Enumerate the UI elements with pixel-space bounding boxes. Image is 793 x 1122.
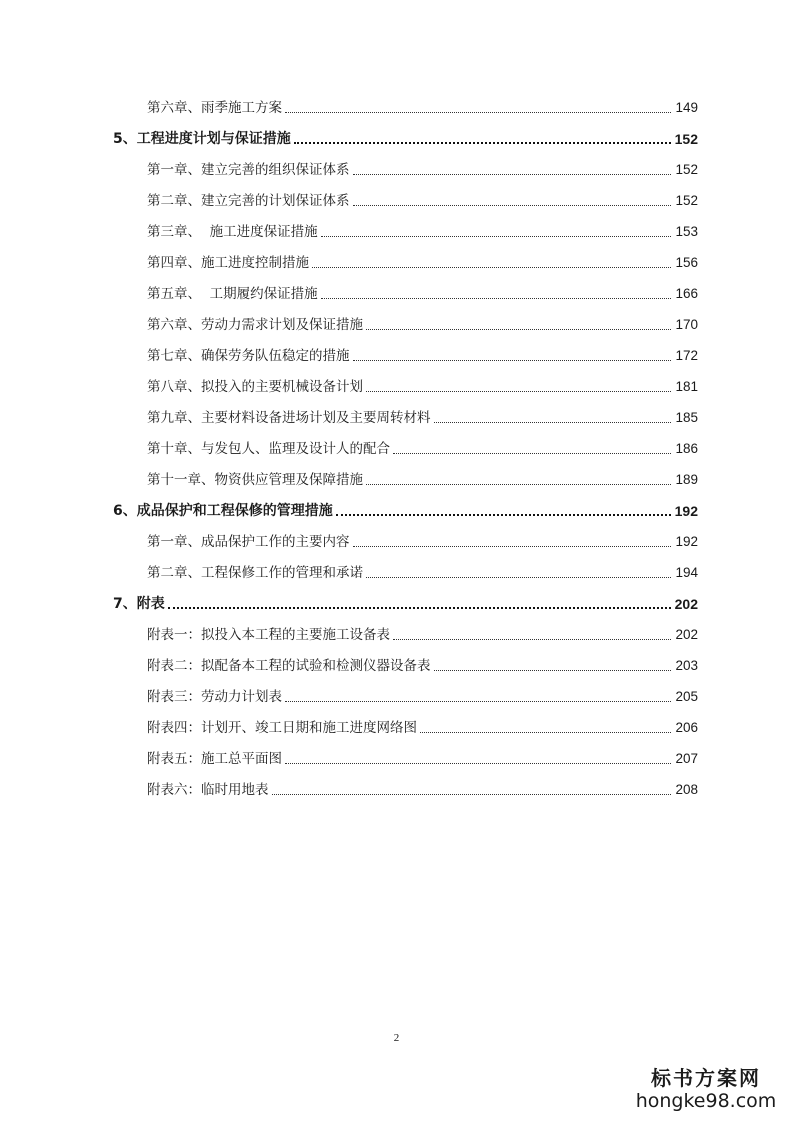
toc-entry-title: 附表三：劳动力计划表	[147, 689, 282, 705]
dot-leader	[321, 297, 672, 299]
toc-entry-chapter[interactable]	[147, 281, 698, 303]
toc-entry-page: 202	[674, 596, 698, 612]
toc-entry-title: 第六章、劳动力需求计划及保证措施	[147, 317, 363, 333]
dot-leader	[285, 111, 671, 113]
toc-entry-title: 第四章、施工进度控制措施	[147, 255, 309, 271]
toc-entry-section[interactable]	[113, 591, 698, 613]
toc-entry-section[interactable]	[113, 498, 698, 520]
toc-entry-title: 附表六：临时用地表	[147, 782, 269, 798]
toc-entry-page: 153	[675, 224, 698, 239]
toc-entry-page: 186	[675, 441, 698, 456]
toc-entry-chapter[interactable]	[147, 343, 698, 365]
toc-entry-page: 206	[675, 720, 698, 735]
toc-entry-chapter[interactable]	[147, 436, 698, 458]
watermark-site-name: 标书方案网	[651, 1066, 761, 1090]
toc-entry-title: 第十一章、物资供应管理及保障措施	[147, 472, 363, 488]
site-watermark	[631, 1066, 781, 1112]
toc-entry-appendix[interactable]	[147, 746, 698, 768]
dot-leader	[336, 513, 671, 516]
toc-entry-page: 203	[675, 658, 698, 673]
toc-entry-title: 第七章、确保劳务队伍稳定的措施	[147, 348, 350, 364]
dot-leader	[353, 204, 672, 206]
toc-entry-chapter[interactable]	[147, 467, 698, 489]
toc-entry-chapter[interactable]	[147, 374, 698, 396]
dot-leader	[312, 266, 671, 268]
toc-entry-chapter[interactable]	[147, 188, 698, 210]
dot-leader	[420, 731, 671, 733]
toc-entry-title: 7、附表	[113, 596, 165, 612]
toc-entry-chapter[interactable]	[147, 219, 698, 241]
toc-entry-title: 第十章、与发包人、监理及设计人的配合	[147, 441, 390, 457]
toc-entry-title: 第二章、建立完善的计划保证体系	[147, 193, 350, 209]
toc-entry-page: 170	[675, 317, 698, 332]
toc-entry-page: 185	[675, 410, 698, 425]
toc-entry-title: 5、工程进度计划与保证措施	[113, 131, 291, 147]
toc-entry-title: 6、成品保护和工程保修的管理措施	[113, 503, 333, 519]
toc-entry-chapter[interactable]	[147, 312, 698, 334]
toc-entry-appendix[interactable]	[147, 684, 698, 706]
toc-entry-chapter[interactable]	[147, 529, 698, 551]
toc-entry-page: 208	[675, 782, 698, 797]
toc-entry-page: 156	[675, 255, 698, 270]
toc-entry-page: 181	[675, 379, 698, 394]
dot-leader	[393, 638, 671, 640]
toc-entry-page: 149	[675, 100, 698, 115]
dot-leader	[353, 545, 672, 547]
toc-entry-page: 189	[675, 472, 698, 487]
toc-entry-page: 166	[675, 286, 698, 301]
toc-entry-title: 附表四：计划开、竣工日期和施工进度网络图	[147, 720, 417, 736]
dot-leader	[434, 421, 672, 423]
dot-leader	[393, 452, 671, 454]
toc-entry-appendix[interactable]	[147, 715, 698, 737]
toc-entry-page: 202	[675, 627, 698, 642]
dot-leader	[366, 328, 671, 330]
toc-entry-title: 第五章、 工期履约保证措施	[147, 286, 318, 302]
toc-entry-page: 192	[675, 534, 698, 549]
toc-entry-page: 205	[675, 689, 698, 704]
toc-entry-appendix[interactable]	[147, 622, 698, 644]
toc-entry-chapter[interactable]	[147, 405, 698, 427]
toc-entry-title: 第一章、建立完善的组织保证体系	[147, 162, 350, 178]
dot-leader	[353, 359, 672, 361]
toc-entry-section[interactable]	[113, 126, 698, 148]
toc-entry-title: 第三章、 施工进度保证措施	[147, 224, 318, 240]
dot-leader	[168, 606, 671, 609]
toc-entry-title: 附表二：拟配备本工程的试验和检测仪器设备表	[147, 658, 431, 674]
dot-leader	[366, 390, 671, 392]
toc-entry-page: 207	[675, 751, 698, 766]
toc-entry-page: 192	[674, 503, 698, 519]
toc-entry-appendix[interactable]	[147, 653, 698, 675]
dot-leader	[285, 700, 671, 702]
dot-leader	[366, 483, 671, 485]
toc-entry-appendix[interactable]	[147, 777, 698, 799]
toc-entry-page: 172	[675, 348, 698, 363]
toc-entry-title: 第二章、工程保修工作的管理和承诺	[147, 565, 363, 581]
dot-leader	[434, 669, 672, 671]
page-number: 2	[393, 1032, 400, 1044]
toc-entry-chapter[interactable]	[147, 560, 698, 582]
toc-entry-chapter[interactable]	[147, 250, 698, 272]
toc-entry-page: 152	[675, 162, 698, 177]
toc-entry-chapter[interactable]	[147, 95, 698, 117]
dot-leader	[321, 235, 672, 237]
watermark-url: hongke98.com	[635, 1090, 777, 1112]
toc-entry-title: 第八章、拟投入的主要机械设备计划	[147, 379, 363, 395]
toc-entry-chapter[interactable]	[147, 157, 698, 179]
toc-entry-page: 152	[674, 131, 698, 147]
toc-entry-page: 194	[675, 565, 698, 580]
dot-leader	[366, 576, 671, 578]
dot-leader	[272, 793, 672, 795]
toc-entry-title: 第一章、成品保护工作的主要内容	[147, 534, 350, 550]
dot-leader	[294, 141, 671, 144]
dot-leader	[285, 762, 671, 764]
dot-leader	[353, 173, 672, 175]
toc-entry-page: 152	[675, 193, 698, 208]
toc-entry-title: 附表一：拟投入本工程的主要施工设备表	[147, 627, 390, 643]
toc-entry-title: 第九章、主要材料设备进场计划及主要周转材料	[147, 410, 431, 426]
toc-entry-title: 第六章、雨季施工方案	[147, 100, 282, 116]
toc-entry-title: 附表五：施工总平面图	[147, 751, 282, 767]
